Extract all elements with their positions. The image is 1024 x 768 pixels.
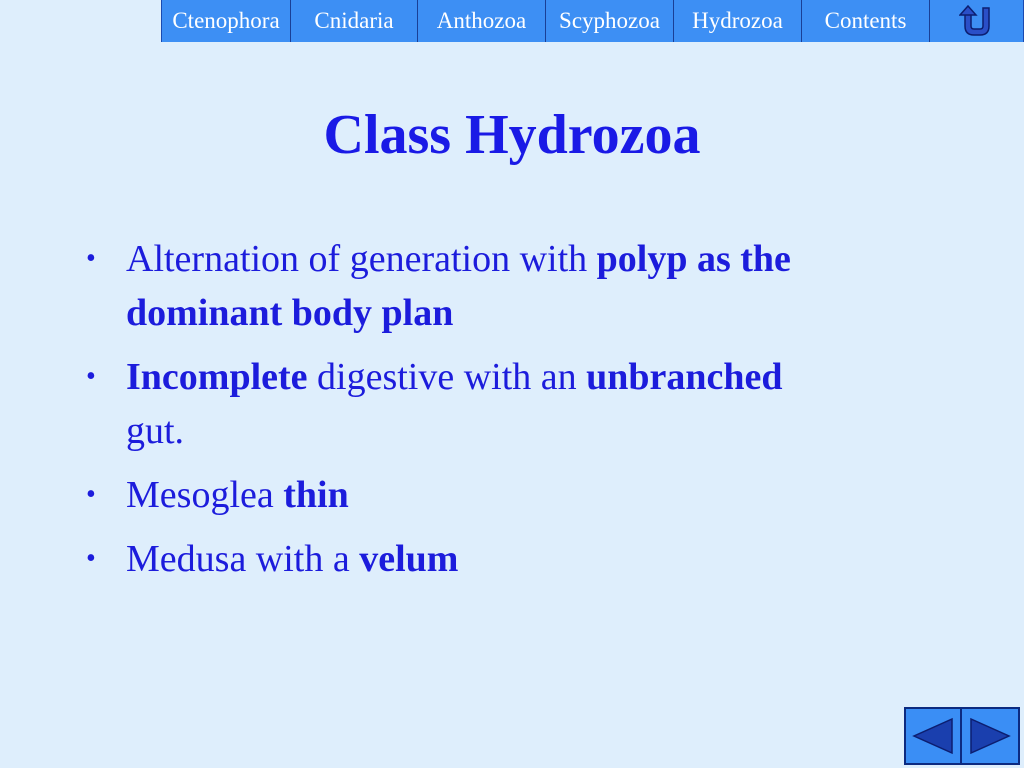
tab-ctenophora[interactable] xyxy=(162,0,291,42)
bullet-text: Medusa with a xyxy=(126,538,360,580)
next-slide-button[interactable] xyxy=(962,709,1018,763)
tab-cnidaria[interactable] xyxy=(291,0,418,42)
bullet-dot: • xyxy=(86,543,96,574)
right-arrow-icon xyxy=(967,716,1013,756)
bullet-emphasis: velum xyxy=(359,538,459,580)
list-item xyxy=(86,232,946,340)
bullet-text: digestive with an xyxy=(307,356,587,398)
bullet-text: gut. xyxy=(126,410,185,452)
bullet-list xyxy=(86,232,946,596)
tab-scyphozoa[interactable] xyxy=(546,0,674,42)
bullet-emphasis: polyp as the dominant body plan xyxy=(126,238,791,334)
bullet-emphasis: unbranched xyxy=(586,356,783,398)
tab-hydrozoa[interactable] xyxy=(674,0,802,42)
top-navigation-bar xyxy=(161,0,1024,42)
bullet-text: Alternation of generation with xyxy=(126,238,597,280)
return-button[interactable] xyxy=(930,0,1023,42)
previous-slide-button[interactable] xyxy=(906,709,962,763)
bullet-text: Mesoglea xyxy=(126,474,284,516)
tab-label: Cnidaria xyxy=(314,8,394,33)
slide-title: Class Hydrozoa xyxy=(323,104,701,166)
tab-label: Contents xyxy=(824,8,907,33)
bullet-dot: • xyxy=(86,479,96,510)
tab-label: Scyphozoa xyxy=(559,8,660,33)
tab-label: Anthozoa xyxy=(436,8,527,33)
bullet-emphasis: Incomplete xyxy=(126,356,308,398)
tab-label: Ctenophora xyxy=(172,8,280,33)
list-item xyxy=(86,468,946,522)
list-item xyxy=(86,350,946,458)
tab-contents[interactable] xyxy=(802,0,930,42)
left-arrow-icon xyxy=(910,716,956,756)
bullet-emphasis: thin xyxy=(283,474,349,516)
slide-navigation xyxy=(904,707,1020,765)
bullet-dot: • xyxy=(86,243,96,274)
list-item xyxy=(86,532,946,586)
u-turn-return-icon xyxy=(959,4,995,38)
tab-anthozoa[interactable] xyxy=(418,0,546,42)
tab-label: Hydrozoa xyxy=(692,8,783,33)
bullet-dot: • xyxy=(86,361,96,392)
